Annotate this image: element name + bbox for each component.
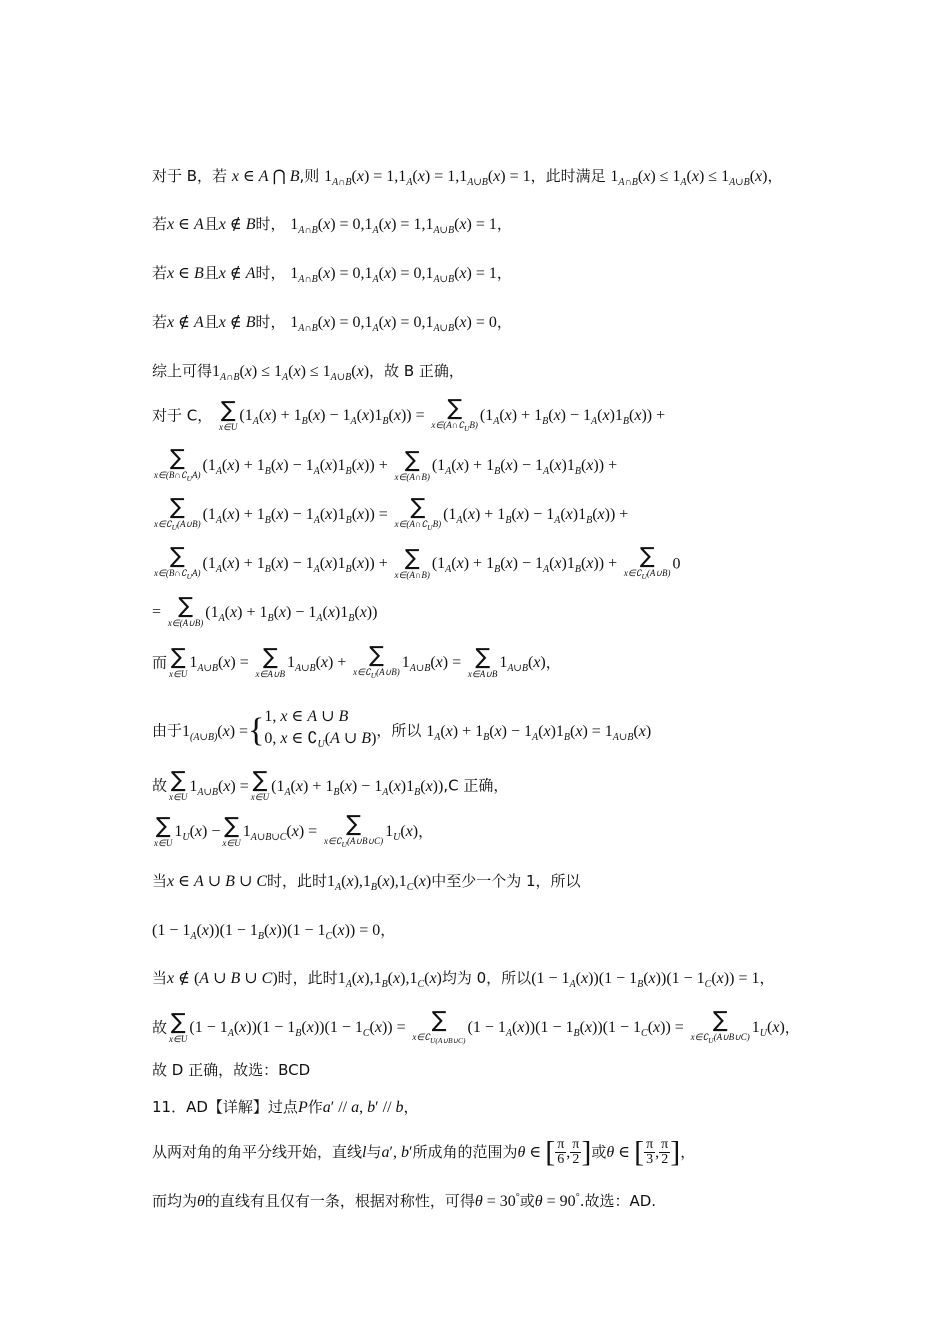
line-14: ∑ x∈U $1_U(x)$ − ∑ x∈U $1_{A\cup B\cup C}(x)$ = ∑ $x\in∁_U(A\cup B\cup C)$ $1_U(x)$，: [154, 812, 434, 849]
line-7: ∑ $x\in(B\cap∁_UA)$ $(1_A(x) + 1_B(x) - 1_A(x)1_B(x))$ + ∑ x∈(A∩B) $(1_A(x) + 1_B(x) - 1_A(x)1_B(x))$ +: [154, 446, 618, 483]
line-10: = ∑ x∈(A∪B) $(1_A(x) + 1_B(x) - 1_A(x)1_B(x))$: [152, 594, 378, 628]
line-17: 当x ∉ (A ∪ B ∪ C)时，此时$1_A(x),1_B(x),1_C(x)$均为 0，所以$(1 - 1_A(x))(1 - 1_B(x))(1 - 1_C(x)) = 1$，: [152, 969, 775, 990]
line-13: 故 ∑ x∈U $1_{A\cup B}(x)$ = ∑ x∈U $(1_A(x) + 1_B(x) - 1_A(x)1_B(x)),C$ 正确，: [152, 768, 509, 802]
line-21: 从两对角的角平分线开始，直线l与a′, b′所成角的范围为θ ∈ [ $\frac{\pi}{6}$ , $\frac{\pi}{2}$ ]或θ ∈ [ $\frac{\pi}{3}$ , $\frac{\pi}{2}$ ]，: [152, 1135, 696, 1169]
line-3: 若x ∈ B且x ∉ A时， $1_{A\cap B}(x) = 0,1_A(x) = 0,1_{A\cup B}(x) = 1$，: [152, 264, 512, 285]
line-2: 若x ∈ A且x ∉ B时， $1_{A\cap B}(x) = 0,1_A(x) = 1,1_{A\cup B}(x) = 1$，: [152, 215, 512, 236]
line-22: 而均为θ的直线有且仅有一条，根据对称性，可得θ = 30°或θ = 90°.故选：AD.: [152, 1192, 657, 1210]
line-6: 对于 C， ∑ x∈U $(1_A(x) + 1_B(x) - 1_A(x)1_B(x))$ = ∑ $x\in(A\cap∁_UB)$ $(1_A(x) + 1_B(x) - 1_A(x)1_B(x))$ +: [152, 396, 666, 433]
line-8: ∑ $x\in∁_U(A\cup B)$ $(1_A(x) + 1_B(x) - 1_A(x)1_B(x))$ = ∑ $x\in(A\cap∁_UB)$ $(1_A(x) + 1_B(x) - 1_A(x)1_B(x))$ +: [154, 495, 629, 532]
line-9: ∑ $x\in(B\cap∁_UA)$ $(1_A(x) + 1_B(x) - 1_A(x)1_B(x))$ + ∑ x∈(A∩B) $(1_A(x) + 1_B(x) - 1_A(x)1_B(x))$ + ∑ $x\in∁_U(A\cup B)$ 0: [154, 544, 681, 581]
line-12: 由于$1_{(A\cup B)}(x) =\{1$, x ∈ A ∪ B 0, x ∈ $∁_U(A$ ∪ B)，所以 $1_A(x) + 1_B(x) - 1_A(x)1_B(x) = 1_{A\cup B}(x)$: [152, 708, 652, 750]
line-1: 对于 B，若 x ∈ A ⋂ B,则 $1_{A\cap B}(x) = 1,1_A(x) = 1,1_{A\cup B}(x) = 1$，此时满足 $1_{A\cap B}(x) \le 1_A(x) \le 1_{A\cup B}(x)$，: [152, 167, 783, 188]
line-11: 而 ∑ x∈U $1_{A\cup B}(x)$ = ∑ x∈A∪B $1_{A\cup B}(x)$ + ∑ $x\in∁_U(A\cup B)$ $1_{A\cup B}(x)$ = ∑ x∈A∪B $1_{A\cup B}(x)$，: [152, 643, 561, 680]
line-20: 11．AD【详解】过点P作a′ // a, b′ // b，: [152, 1098, 419, 1116]
line-15: 当x ∈ A ∪ B ∪ C时，此时$1_A(x),1_B(x),1_C(x)$中至少一个为 1，所以: [152, 872, 581, 893]
line-4: 若x ∉ A且x ∉ B时， $1_{A\cap B}(x) = 0,1_A(x) = 0,1_{A\cup B}(x) = 0$，: [152, 313, 512, 334]
line-5: 综上可得$1_{A\cap B}(x) \le 1_A(x) \le 1_{A\cup B}(x)$，故 B 正确，: [152, 362, 464, 383]
line-16: $(1 - 1_A(x))(1 - 1_B(x))(1 - 1_C(x)) = 0$，: [152, 921, 396, 942]
line-19: 故 D 正确，故选：BCD: [152, 1061, 311, 1079]
line-18: 故 ∑ x∈U $(1 - 1_A(x))(1 - 1_B(x))(1 - 1_C(x))$ = ∑ $x\in∁_{U(A\cup B\cup C)}$ $(1 - 1_A(x))(1 - 1_B(x))(1 - 1_C(x))$ = ∑ $x\in∁_U(A\cup B\cup C)$ $1_U(x)$，: [152, 1008, 800, 1045]
